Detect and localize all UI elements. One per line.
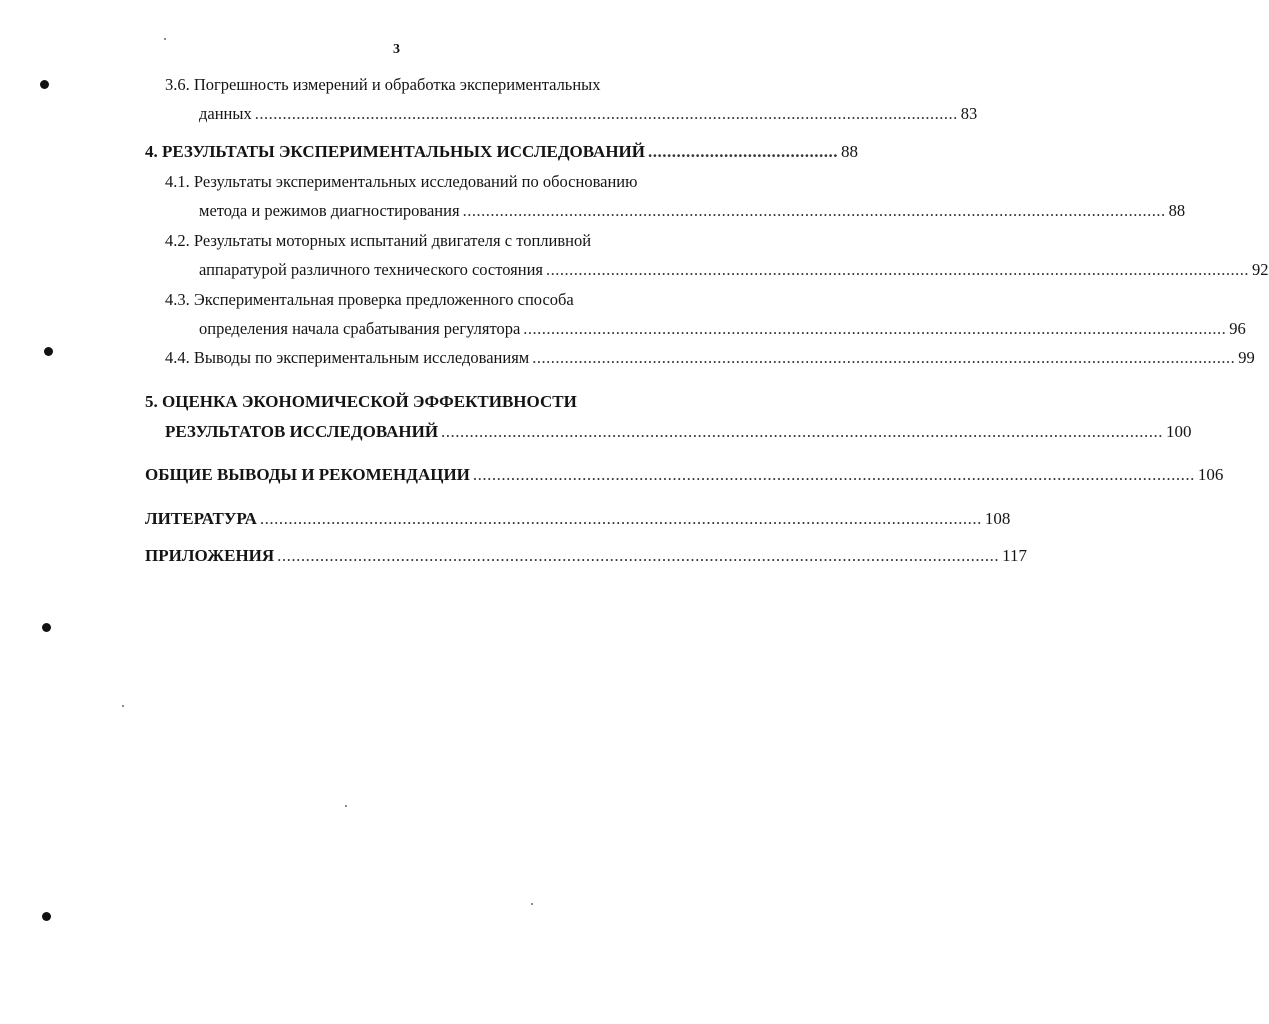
page-number: 3 [393, 42, 400, 57]
toc-entry-4-2-line1 [165, 231, 725, 251]
toc-entry-text: ОБЩИЕ ВЫВОДЫ И РЕКОМЕНДАЦИИ [145, 465, 470, 484]
toc-entry-text: 4. РЕЗУЛЬТАТЫ ЭКСПЕРИМЕНТАЛЬНЫХ ИССЛЕДОВАНИЙ [145, 142, 645, 161]
toc-entry-4-4 [165, 348, 1255, 368]
dot-leader: ........................................................................................................................................................ [546, 260, 1250, 279]
toc-page-number: 100 [1166, 422, 1192, 441]
toc-entry-4-3-line2 [199, 319, 1246, 339]
toc-page-number: 108 [984, 509, 1011, 528]
toc-entry-text: ПРИЛОЖЕНИЯ [145, 546, 275, 565]
dot-leader: ........................................................................................................................................................ [259, 509, 982, 528]
dot-leader: ........................................................................................................................................................ [472, 465, 1195, 484]
toc-entry-4-2-line2 [199, 260, 1269, 280]
toc-entry-text: определения начала срабатывания регулятора [199, 319, 521, 338]
toc-entry-conclusions [145, 465, 1224, 485]
toc-entry-4-1-line2 [199, 201, 1186, 221]
dot-leader: ........................................................................................................................................................ [441, 422, 1164, 441]
toc-entry-text: ЛИТЕРАТУРА [145, 509, 257, 528]
toc-entry-4-1-line1 [165, 172, 725, 192]
toc-entry-4-3-line1 [165, 290, 725, 310]
punch-hole-mark [42, 912, 51, 921]
toc-entry-3-6-line1 [165, 75, 725, 95]
toc-page-number: 117 [1002, 546, 1028, 565]
dot-leader: ........................................................................................................................................................ [277, 546, 1000, 565]
scan-speck [164, 38, 166, 40]
toc-entry-3-6-line2 [199, 104, 978, 124]
toc-entry-text: 4.3. Экспериментальная проверка предложенного способа [165, 290, 574, 309]
dot-leader: ........................................ [648, 142, 838, 161]
dot-leader: ........................................................................................................................................................ [523, 319, 1227, 338]
scan-speck [122, 705, 124, 707]
dot-leader: ........................................................................................................................................................ [254, 104, 958, 123]
toc-page-number: 99 [1238, 348, 1255, 367]
toc-page-number: 88 [841, 142, 858, 161]
dot-leader: ........................................................................................................................................................ [462, 201, 1166, 220]
scan-speck [531, 903, 533, 905]
toc-entry-text: 3.6. Погрешность измерений и обработка экспериментальных [165, 75, 601, 94]
toc-entry-5-line2 [165, 422, 1192, 442]
toc-entry-text: РЕЗУЛЬТАТОВ ИССЛЕДОВАНИЙ [165, 422, 439, 441]
toc-page-number: 96 [1229, 319, 1246, 338]
toc-entry-text: 4.2. Результаты моторных испытаний двигателя с топливной [165, 231, 592, 250]
toc-entry-text: 4.1. Результаты экспериментальных исследований по обоснованию [165, 172, 638, 191]
dot-leader: ........................................................................................................................................................ [532, 348, 1236, 367]
toc-entry-4 [145, 142, 858, 162]
punch-hole-mark [40, 80, 49, 89]
toc-entry-text: 5. ОЦЕНКА ЭКОНОМИЧЕСКОЙ ЭФФЕКТИВНОСТИ [145, 392, 577, 411]
toc-entry-5-line1 [145, 392, 725, 412]
toc-entry-appendices [145, 546, 1028, 566]
toc-page-number: 83 [960, 104, 978, 123]
toc-entry-text: аппаратурой различного технического состояния [199, 260, 544, 279]
punch-hole-mark [44, 347, 53, 356]
scan-speck [345, 805, 347, 807]
toc-page-number: 92 [1252, 260, 1269, 279]
toc-page-number: 106 [1197, 465, 1224, 484]
toc-entry-text: данных [199, 104, 252, 123]
punch-hole-mark [42, 623, 51, 632]
toc-page-number: 88 [1168, 201, 1186, 220]
toc-entry-text: 4.4. Выводы по экспериментальным исследованиям [165, 348, 530, 367]
toc-entry-text: метода и режимов диагностирования [199, 201, 460, 220]
toc-entry-literature [145, 509, 1011, 529]
